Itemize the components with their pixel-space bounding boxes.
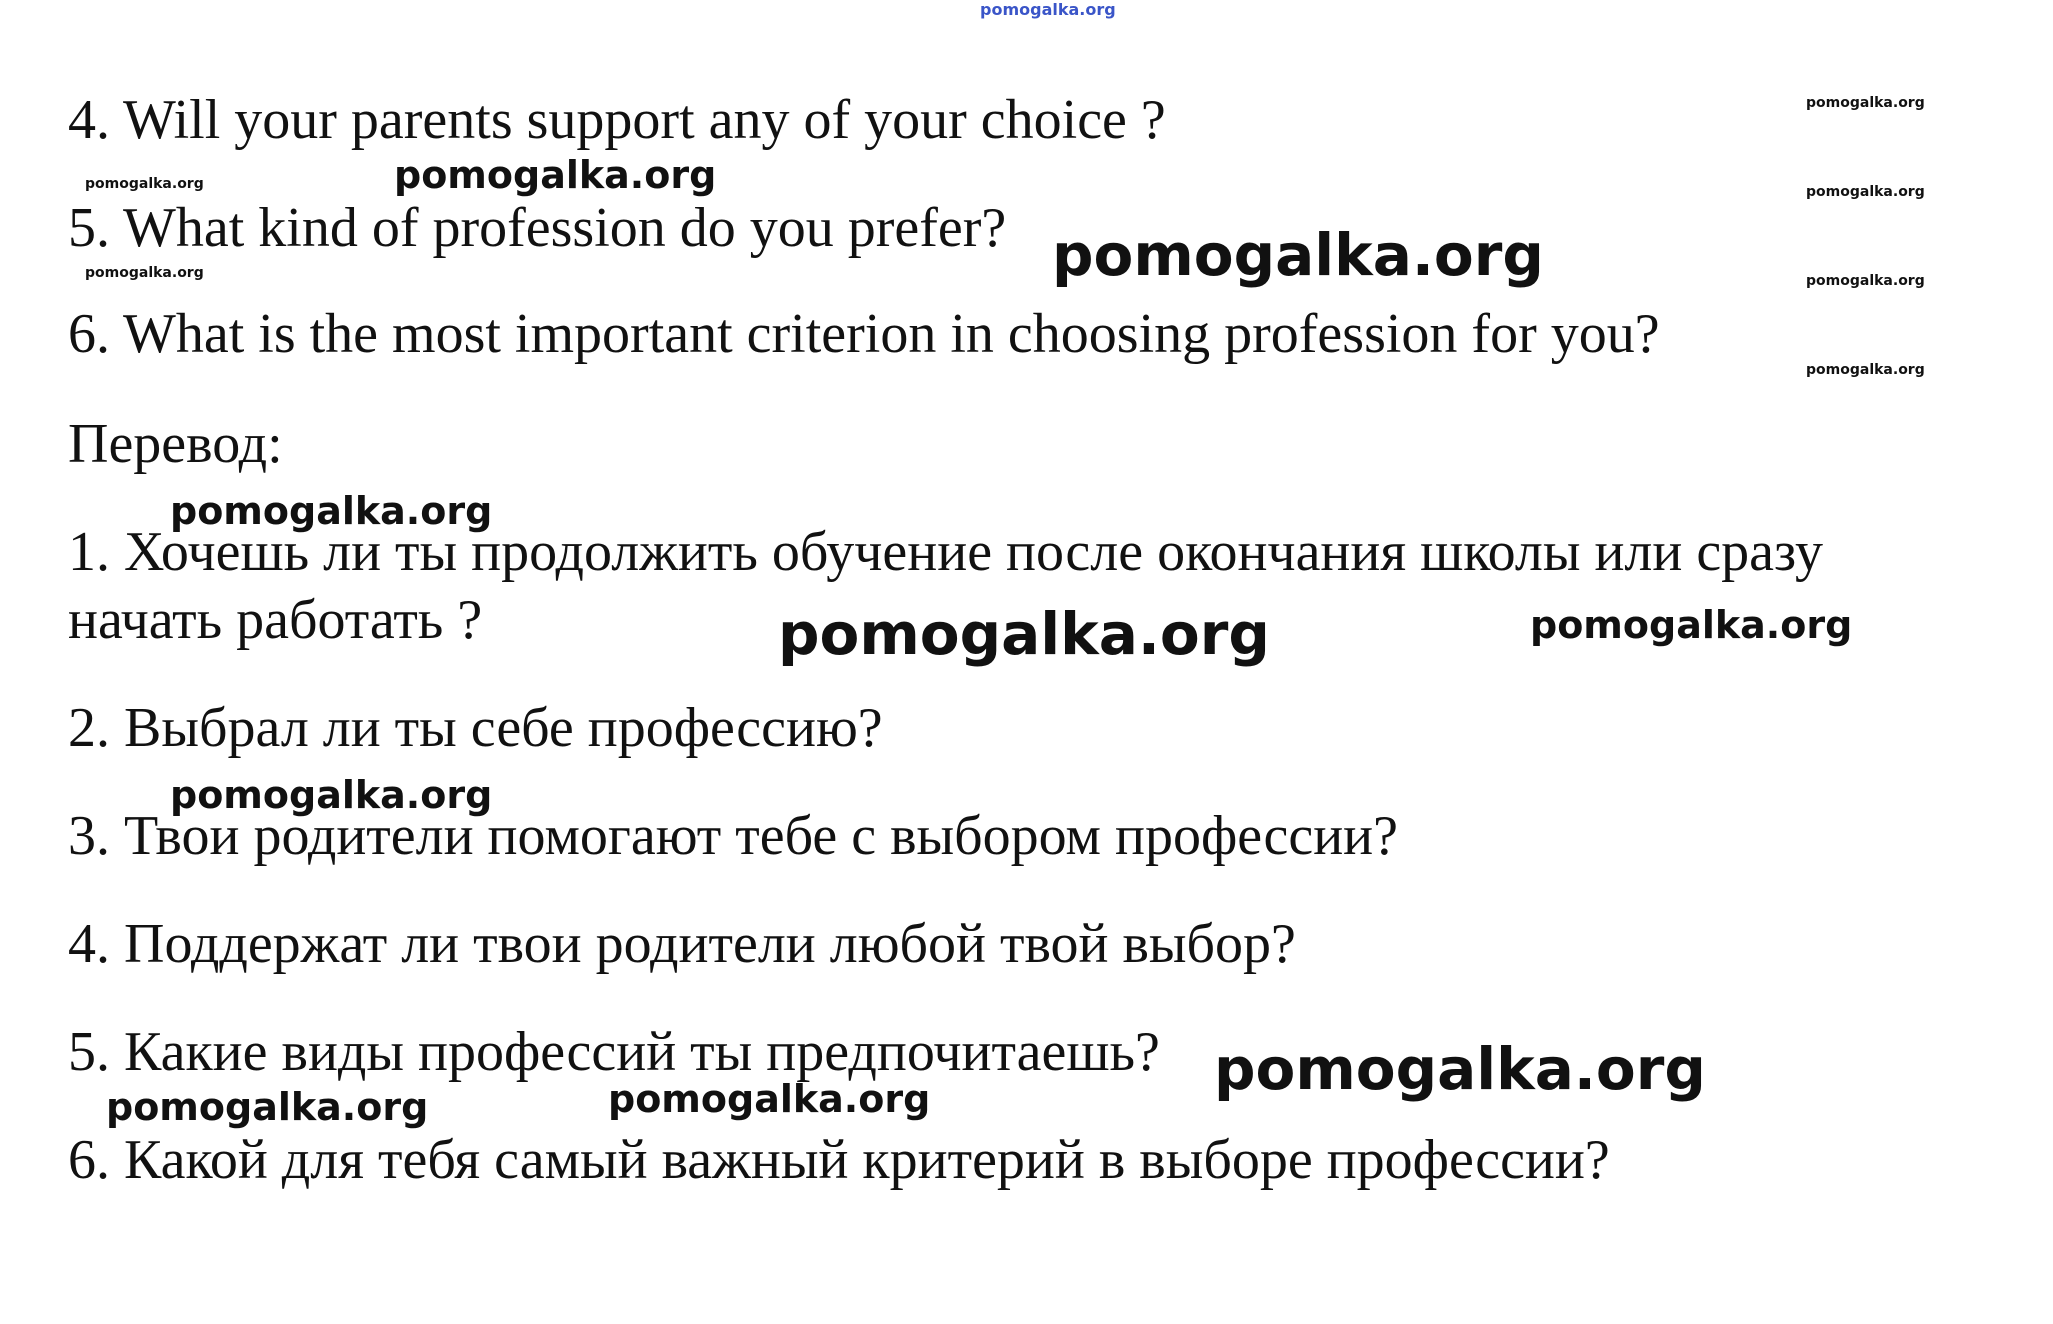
watermark-small: pomogalka.org	[85, 176, 204, 192]
watermark-medium: pomogalka.org	[170, 773, 493, 817]
english-question-6: 6. What is the most important criterion in choosing profession for you?	[68, 303, 1660, 365]
header-watermark: pomogalka.org	[980, 0, 1116, 19]
translation-question-6: 6. Какой для тебя самый важный критерий в выборе профессии?	[68, 1129, 1610, 1191]
watermark-medium: pomogalka.org	[608, 1077, 931, 1121]
translation-question-3: 3. Твои родители помогают тебе с выбором профессии?	[68, 805, 1398, 867]
watermark-small: pomogalka.org	[1806, 95, 1925, 111]
watermark-large: pomogalka.org	[1214, 1035, 1706, 1103]
watermark-large: pomogalka.org	[778, 600, 1270, 668]
watermark-small: pomogalka.org	[85, 265, 204, 281]
translation-question-1-line-1: 1. Хочешь ли ты продолжить обучение после окончания школы или сразу	[68, 521, 1823, 583]
translation-question-4: 4. Поддержат ли твои родители любой твой выбор?	[68, 913, 1296, 975]
translation-question-1-line-2: начать работать ?	[68, 589, 483, 651]
english-question-4: 4. Will your parents support any of your choice ?	[68, 89, 1166, 151]
watermark-medium: pomogalka.org	[106, 1085, 429, 1129]
watermark-medium: pomogalka.org	[170, 489, 493, 533]
watermark-small: pomogalka.org	[1806, 362, 1925, 378]
watermark-small: pomogalka.org	[1806, 273, 1925, 289]
watermark-large: pomogalka.org	[1052, 221, 1544, 289]
watermark-medium: pomogalka.org	[1530, 603, 1853, 647]
translation-heading: Перевод:	[68, 413, 283, 475]
watermark-medium: pomogalka.org	[394, 153, 717, 197]
translation-question-5: 5. Какие виды профессий ты предпочитаешь?	[68, 1021, 1160, 1083]
english-question-5: 5. What kind of profession do you prefer?	[68, 197, 1007, 259]
translation-question-2: 2. Выбрал ли ты себе профессию?	[68, 697, 883, 759]
watermark-small: pomogalka.org	[1806, 184, 1925, 200]
